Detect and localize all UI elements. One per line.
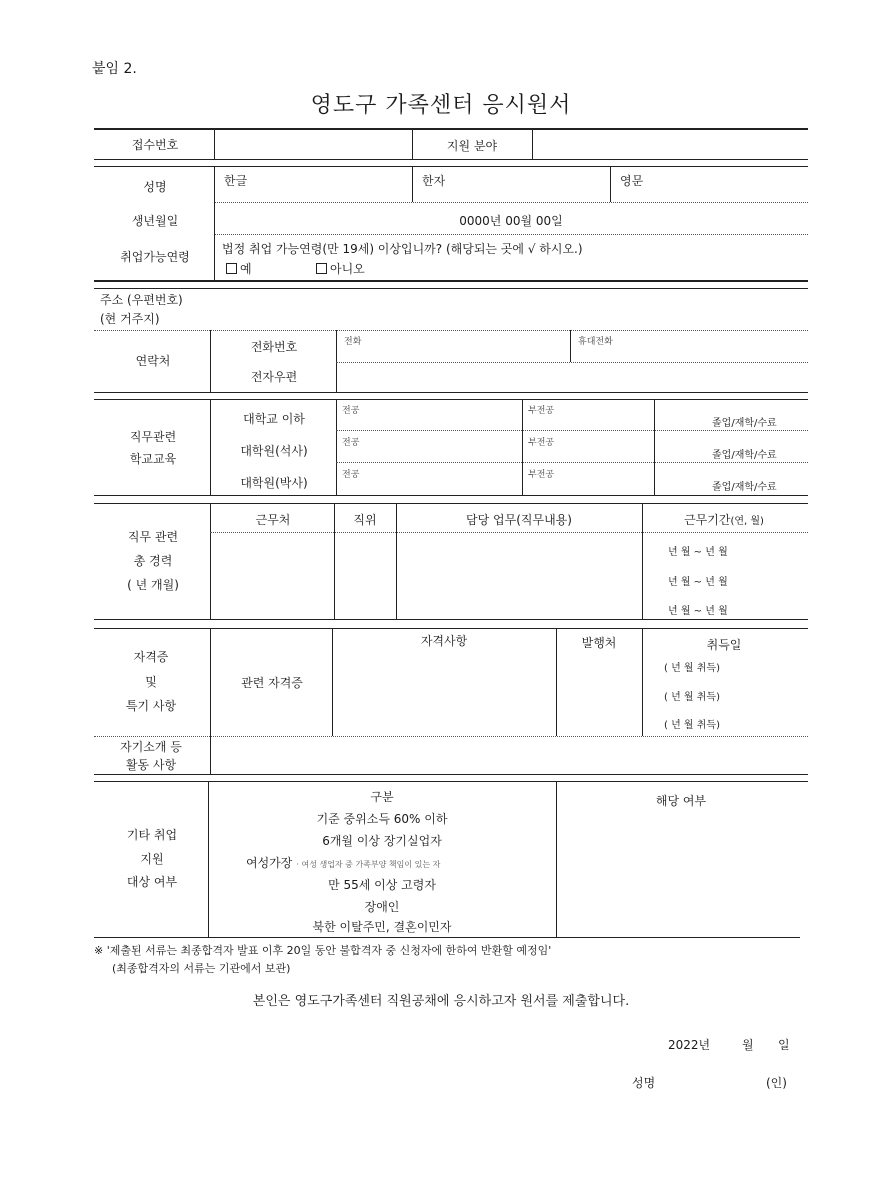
minor-label: 부전공: [528, 406, 555, 416]
name-hangul-label: 한글: [224, 174, 248, 188]
col-workplace: 근무처: [255, 513, 291, 527]
birthdate-field[interactable]: 0000년 00월 00일: [459, 214, 563, 228]
address-field[interactable]: [216, 292, 804, 328]
masters-minor-field[interactable]: [528, 435, 650, 459]
name-english-label: 영문: [620, 174, 644, 188]
date-month[interactable]: 월: [742, 1038, 754, 1052]
email-label: 전자우편: [250, 370, 298, 384]
category-item-3: [246, 854, 440, 871]
cert-date-row-1[interactable]: ( 년 월 취득): [664, 663, 720, 674]
category-item-4: 만 55세 이상 고령자: [328, 878, 436, 892]
minor-label: 부전공: [528, 438, 555, 448]
edu-level-masters: 대학원(석사): [240, 444, 308, 458]
period-row-3[interactable]: 년 월 ~ 년 월: [668, 606, 728, 617]
duty-field[interactable]: [400, 536, 640, 616]
self-intro-field[interactable]: [214, 739, 804, 771]
col-category: 구분: [370, 790, 394, 804]
self-intro-label: 자기소개 등: [120, 740, 182, 754]
masters-major-field[interactable]: [342, 435, 518, 459]
receipt-number-label: 접수번호: [131, 138, 179, 152]
masters-status[interactable]: 졸업/재학/수료: [712, 450, 777, 461]
date-year[interactable]: 2022년: [668, 1038, 711, 1052]
col-position: 직위: [353, 513, 377, 527]
cert-label: 자격증: [133, 650, 169, 664]
name-hangul-field[interactable]: [224, 172, 410, 198]
other-support-label-3: 대상 여부: [126, 875, 178, 889]
period-row-2[interactable]: 년 월 ~ 년 월: [668, 577, 728, 588]
career-label: 직무 관련: [127, 530, 179, 544]
col-cert-issuer: 발행처: [581, 636, 617, 650]
age-yes-option[interactable]: [226, 260, 252, 277]
name-hanja-label: 한자: [422, 174, 446, 188]
col-cert-date: 취득일: [706, 638, 742, 652]
major-label: 전공: [342, 406, 360, 416]
doctorate-major-field[interactable]: [342, 467, 518, 491]
category-item-1: 기준 중위소득 60% 이하: [316, 812, 448, 826]
edu-level-undergrad: 대학교 이하: [243, 412, 305, 426]
education-sublabel: 학교교육: [129, 452, 177, 466]
working-age-question: 법정 취업 가능연령(만 19세) 이상입니까? (해당되는 곳에 √ 하시오.): [222, 242, 583, 256]
cert-date-row-2[interactable]: ( 년 월 취득): [664, 692, 720, 703]
age-yes-label: 예: [240, 262, 252, 276]
application-field-input[interactable]: [534, 131, 804, 157]
other-support-label: 기타 취업: [126, 828, 178, 842]
footnote-return-policy: ※ '제출된 서류는 최종합격자 발표 이후 20일 동안 불합격자 중 신청자에 한하여 반환할 예정임': [94, 944, 552, 957]
col-period-unit: (연, 월): [730, 516, 764, 527]
receipt-number-field[interactable]: [216, 131, 412, 157]
cert-issuer-field[interactable]: [560, 652, 640, 732]
mobile-label: 휴대전화: [578, 337, 613, 347]
date-day[interactable]: 일: [778, 1038, 790, 1052]
major-label: 전공: [342, 438, 360, 448]
category-item-6: 북한 이탈주민, 결혼이민자: [312, 920, 452, 934]
doctorate-minor-field[interactable]: [528, 467, 650, 491]
tel-field[interactable]: [344, 334, 566, 360]
signature-name-field[interactable]: [668, 1070, 764, 1092]
female-head-note: · 여성 생업자 중 가족부양 책임이 있는 자: [296, 860, 441, 869]
activities-label: 활동 사항: [125, 758, 177, 772]
address-sublabel: (현 거주지): [100, 312, 160, 326]
career-duration-label: ( 년 개월): [127, 578, 179, 592]
col-period: [642, 511, 806, 528]
email-field[interactable]: [340, 364, 804, 390]
cert-and-label: 및: [145, 675, 157, 689]
col-duty: 담당 업무(직무내용): [466, 513, 572, 527]
working-age-label: 취업가능연령: [120, 250, 190, 264]
checkbox-no[interactable]: [316, 263, 327, 274]
tel-label: 전화: [344, 337, 362, 347]
contact-label: 연락처: [135, 354, 171, 368]
name-hanja-field[interactable]: [422, 172, 608, 198]
special-skills-label: 특기 사항: [125, 699, 177, 713]
seal-mark[interactable]: (인): [766, 1076, 787, 1090]
mobile-field[interactable]: [578, 334, 804, 360]
related-cert-label: 관련 자격증: [241, 676, 303, 690]
document-title: 영도구 가족센터 응시원서: [310, 93, 572, 118]
checkbox-yes[interactable]: [226, 263, 237, 274]
name-english-field[interactable]: [620, 172, 804, 198]
signature-name-label: 성명: [632, 1076, 656, 1090]
other-support-label-2: 지원: [140, 852, 164, 866]
major-label: 전공: [342, 470, 360, 480]
birthdate-label: 생년월일: [131, 214, 179, 228]
career-total-label: 총 경력: [133, 554, 173, 568]
cert-date-row-3[interactable]: ( 년 월 취득): [664, 720, 720, 731]
undergrad-minor-field[interactable]: [528, 403, 650, 427]
name-label: 성명: [143, 180, 167, 194]
phone-label: 전화번호: [250, 340, 298, 354]
col-applicable: 해당 여부: [655, 794, 707, 808]
education-label: 직무관련: [129, 430, 177, 444]
undergrad-status[interactable]: 졸업/재학/수료: [712, 418, 777, 429]
applicable-field[interactable]: [560, 812, 804, 934]
attachment-label: 붙임 2.: [92, 61, 137, 77]
declaration-text: 본인은 영도구가족센터 직원공채에 응시하고자 원서를 제출합니다.: [252, 994, 630, 1009]
category-item-2: 6개월 이상 장기실업자: [322, 834, 442, 848]
age-no-label: 아니오: [330, 262, 365, 276]
edu-level-doctorate: 대학원(박사): [240, 476, 308, 490]
position-field[interactable]: [338, 536, 394, 616]
category-item-5: 장애인: [364, 900, 400, 914]
female-head-label: 여성가장: [246, 856, 293, 870]
minor-label: 부전공: [528, 470, 555, 480]
cert-item-field[interactable]: [336, 652, 552, 732]
footnote-keep-policy: (최종합격자의 서류는 기관에서 보관): [112, 962, 291, 975]
application-field-label: 지원 분야: [446, 139, 498, 153]
undergrad-major-field[interactable]: [342, 403, 518, 427]
period-row-1[interactable]: 년 월 ~ 년 월: [668, 547, 728, 558]
doctorate-status[interactable]: 졸업/재학/수료: [712, 482, 777, 493]
col-period-label: 근무기간: [684, 513, 731, 527]
address-label: 주소 (우편번호): [100, 293, 183, 307]
col-cert-item: 자격사항: [420, 634, 468, 648]
workplace-field[interactable]: [214, 536, 332, 616]
age-no-option[interactable]: [316, 260, 365, 277]
